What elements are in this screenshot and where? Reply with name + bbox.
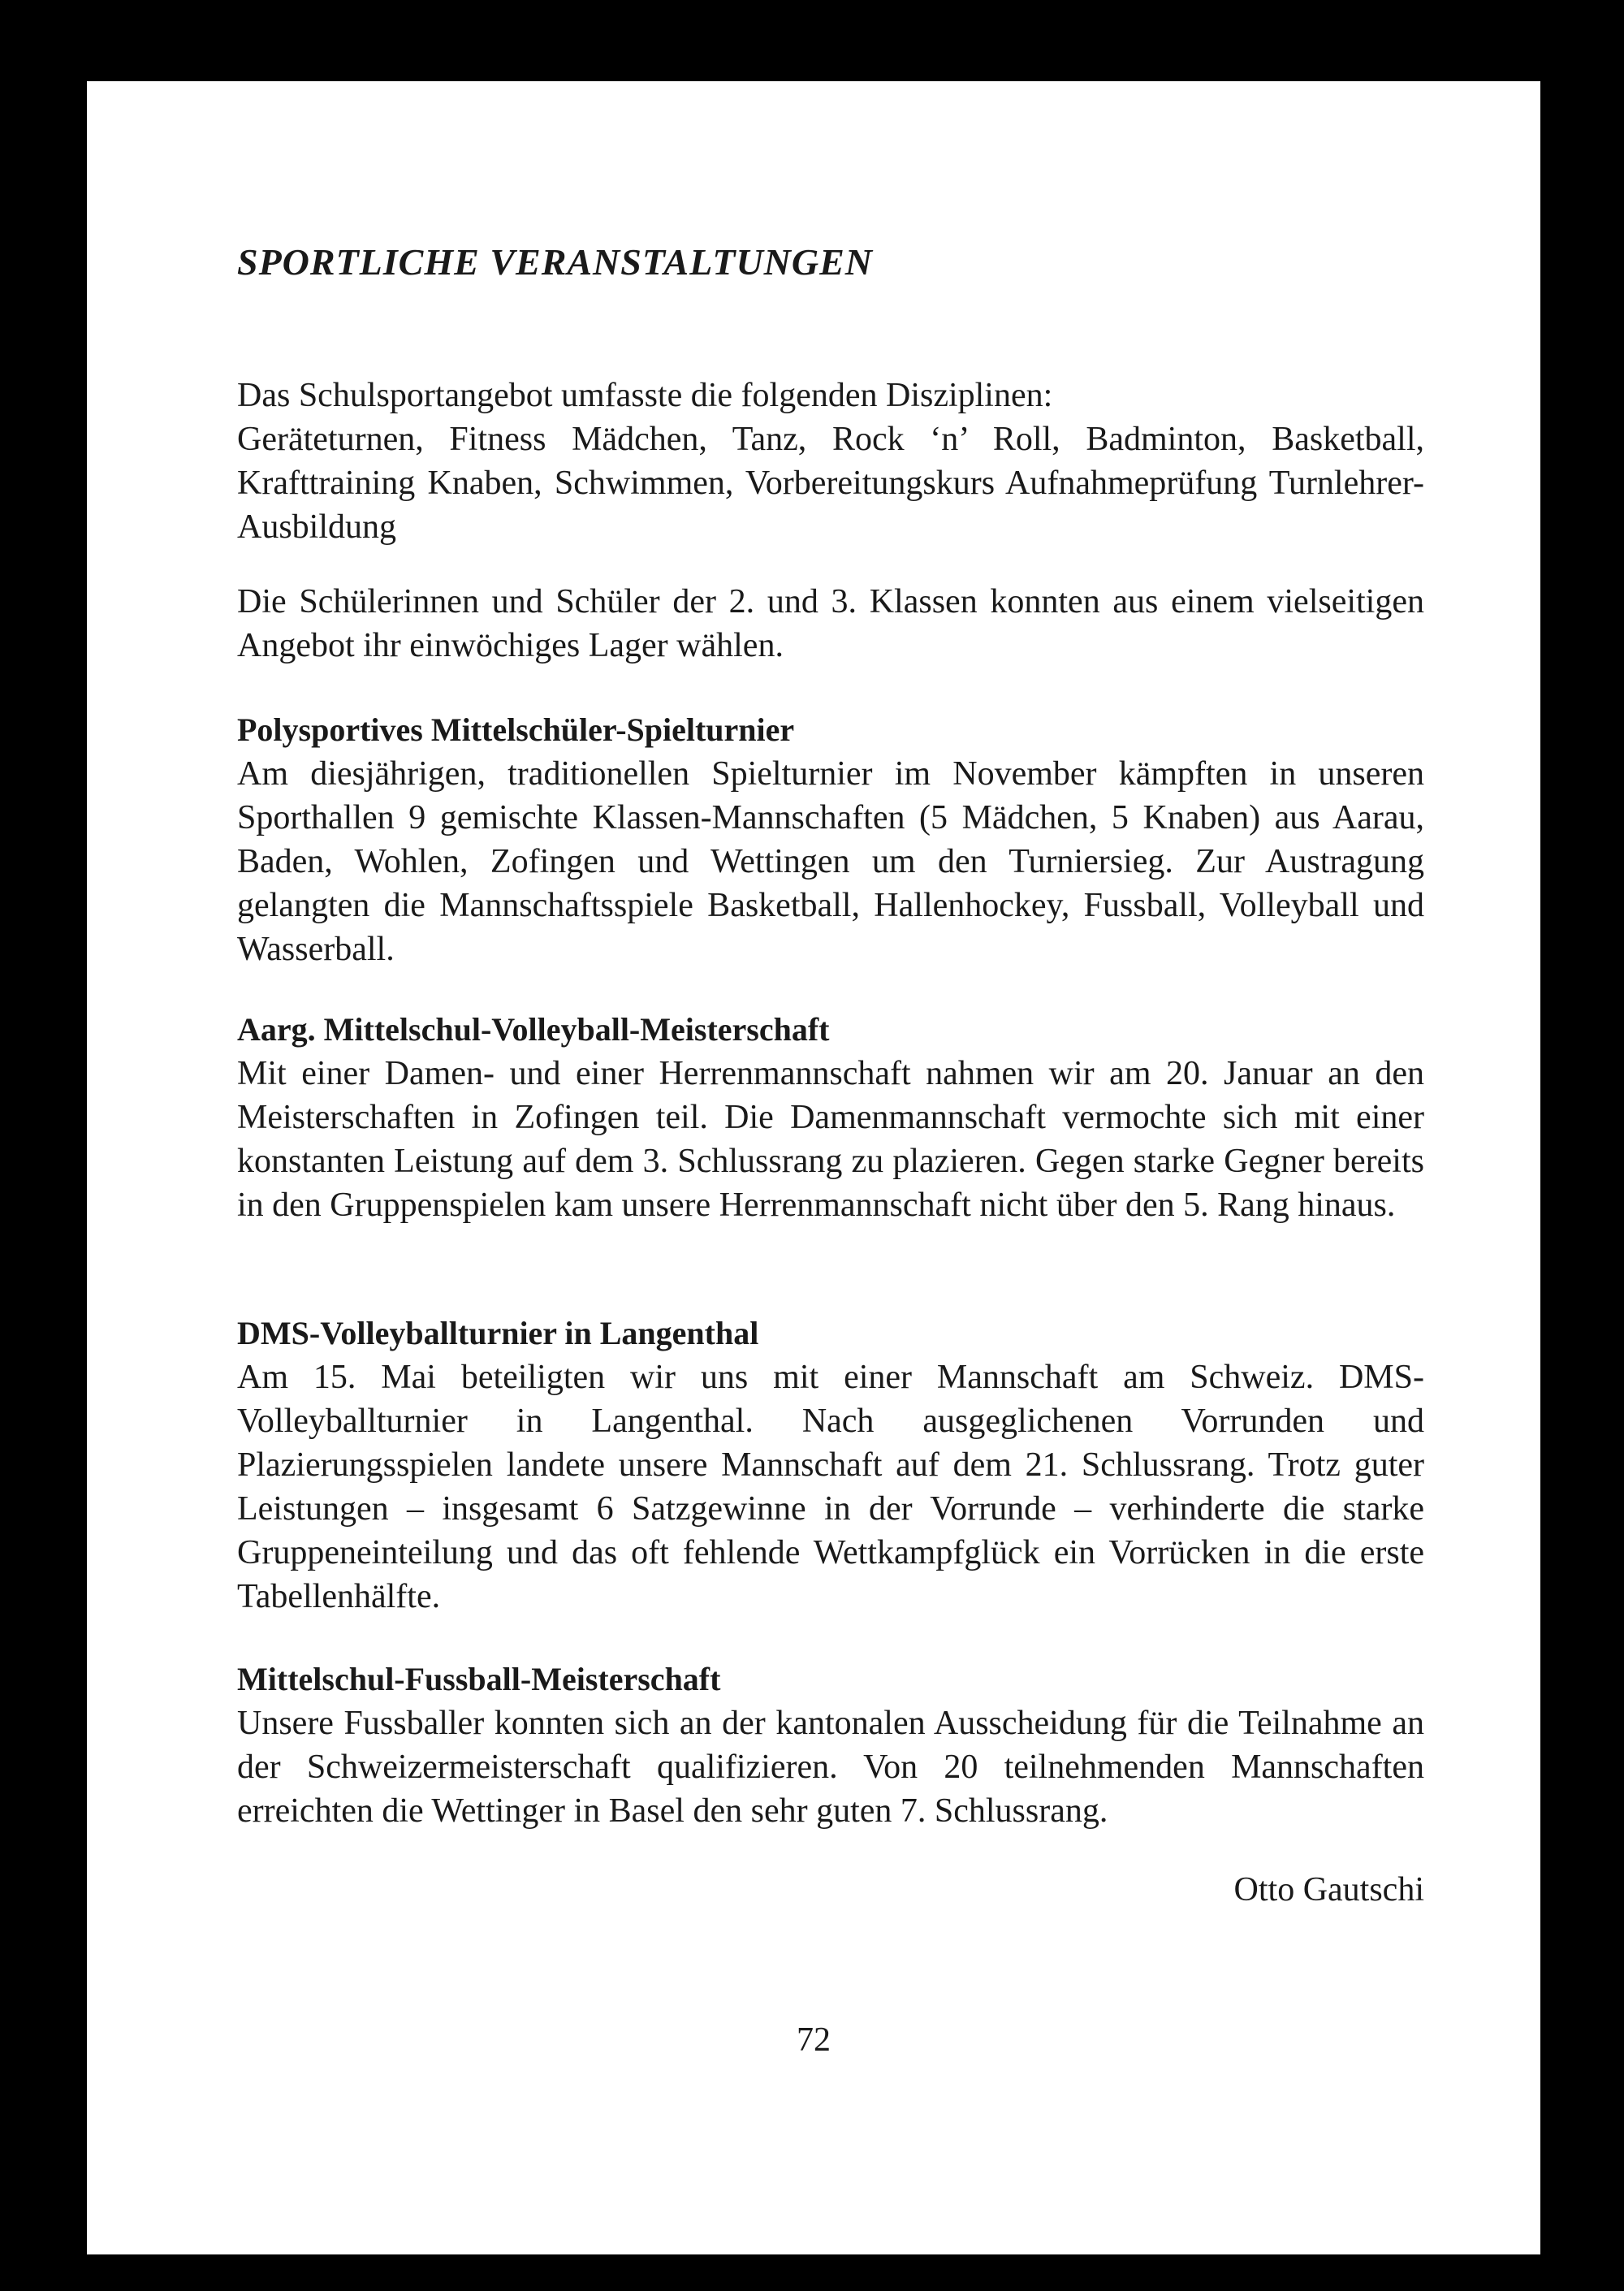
intro-discipline-list: Geräteturnen, Fitness Mädchen, Tanz, Rock ‘n’ Roll, Badminton, Basketball, Krafttraining Knaben, Schwimmen, Vorbereitungskurs Aufnahmeprüfung Turnlehrer-Ausbildung [237, 421, 1424, 546]
section-text: Unsere Fussballer konnten sich an der kantonalen Ausscheidung für die Teilnahme an der Schweizermeisterschaft qualifizieren. Von 20 teilnehmenden Mannschaften erreichten die Wettinger in Basel den sehr guten 7. Schlussrang. [237, 1705, 1424, 1830]
section-dms-volleyballturnier [237, 1312, 1424, 1619]
intro-lead: Das Schulsportangebot umfasste die folgenden Disziplinen: [237, 377, 1053, 414]
page-number: 72 [797, 2021, 831, 2059]
section-heading: DMS-Volleyballturnier in Langenthal [237, 1315, 759, 1351]
page-title: SPORTLICHE VERANSTALTUNGEN [237, 241, 874, 283]
author-signature: Otto Gautschi [1233, 1871, 1424, 1908]
document-page [87, 81, 1540, 2254]
section-text: Mit einer Damen- und einer Herrenmannschaft nahmen wir am 20. Januar an den Meisterschaften in Zofingen teil. Die Damenmannschaft vermochte sich mit einer konstanten Leistung auf dem 3. Schlussrang zu plazieren. Gegen starke Gegner bereits in den Gruppenspielen kam unsere Herrenmannschaft nicht über den 5. Rang hinaus. [237, 1055, 1424, 1224]
intro-paragraph [237, 374, 1424, 549]
camps-paragraph: Die Schülerinnen und Schüler der 2. und 3. Klassen konnten aus einem vielseitigen Angebot ihr einwöchiges Lager wählen. [237, 583, 1424, 664]
section-heading: Mittelschul-Fussball-Meisterschaft [237, 1661, 721, 1697]
section-heading: Aarg. Mittelschul-Volleyball-Meisterschaft [237, 1011, 830, 1048]
section-text: Am 15. Mai beteiligten wir uns mit einer Mannschaft am Schweiz. DMS-Volleyballturnier in Langenthal. Nach ausgeglichenen Vorrunden und Plazierungsspielen landete unsere Mannschaft auf dem 21. Schlussrang. Trotz guter Leistungen – insgesamt 6 Satzgewinne in der Vorrunde – verhinderte die starke Gruppeneinteilung und das oft fehlende Wettkampfglück ein Vorrücken in die erste Tabellenhälfte. [237, 1359, 1424, 1615]
section-volleyball-meisterschaft [237, 1008, 1424, 1227]
section-fussball-meisterschaft [237, 1658, 1424, 1833]
section-text: Am diesjährigen, traditionellen Spielturnier im November kämpften in unseren Sporthallen 9 gemischte Klassen-Mannschaften (5 Mädchen, 5 Knaben) aus Aarau, Baden, Wohlen, Zofingen und Wettingen um den Turniersieg. Zur Austragung gelangten die Mannschaftsspiele Basketball, Hallenhockey, Fussball, Volleyball und Wasserball. [237, 755, 1424, 968]
section-spielturnier [237, 708, 1424, 971]
section-heading: Polysportives Mittelschüler-Spielturnier [237, 711, 795, 748]
